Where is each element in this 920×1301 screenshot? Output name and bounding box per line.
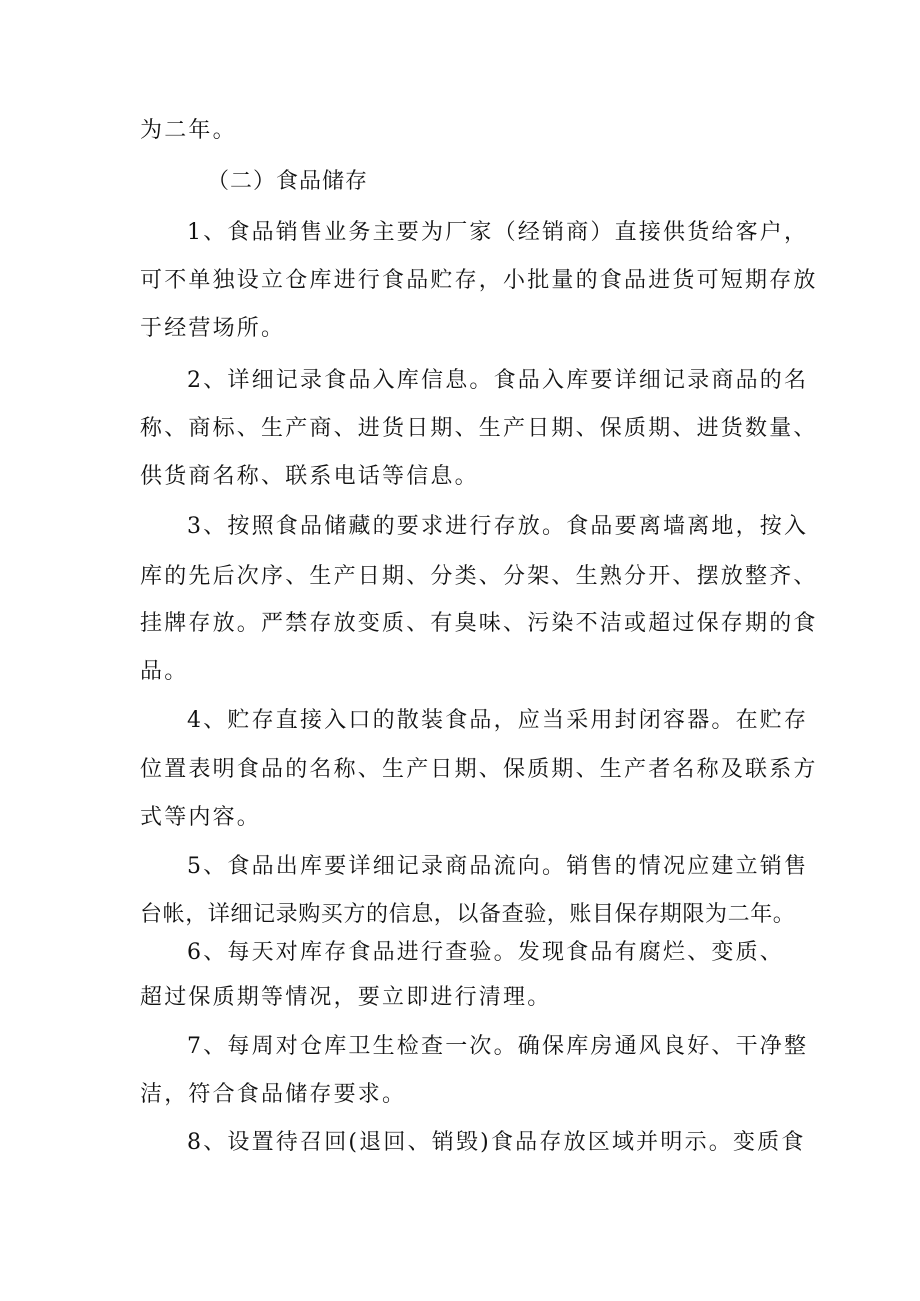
paragraph-line: 库的先后次序、生产日期、分类、分架、生熟分开、摆放整齐、 xyxy=(140,564,818,589)
paragraph-line: 品。 xyxy=(140,659,189,684)
paragraph-line: 1、食品销售业务主要为厂家（经销商）直接供货给客户， xyxy=(187,220,809,245)
paragraph-line: 台帐，详细记录购买方的信息，以备查验，账目保存期限为二年。 xyxy=(140,902,796,927)
paragraph-line: 洁，符合食品储存要求。 xyxy=(140,1082,407,1107)
paragraph-line: 称、商标、生产商、进货日期、生产日期、保质期、进货数量、 xyxy=(140,416,818,441)
paragraph-line: 3、按照食品储藏的要求进行存放。食品要离墙离地，按入 xyxy=(187,514,809,539)
paragraph-line: 于经营场所。 xyxy=(140,316,286,341)
paragraph-line: 式等内容。 xyxy=(140,805,262,830)
section-heading: （二）食品储存 xyxy=(207,169,369,194)
continuation-text: 为二年。 xyxy=(140,118,237,143)
paragraph-line: 2、详细记录食品入库信息。食品入库要详细记录商品的名 xyxy=(187,368,809,393)
paragraph-line: 4、贮存直接入口的散装食品，应当采用封闭容器。在贮存 xyxy=(187,708,809,733)
paragraph-line: 供货商名称、联系电话等信息。 xyxy=(140,464,479,489)
paragraph-line: 7、每周对仓库卫生检查一次。确保库房通风良好、干净整 xyxy=(187,1034,809,1059)
paragraph-line: 可不单独设立仓库进行食品贮存，小批量的食品进货可短期存放 xyxy=(140,268,818,293)
paragraph-line: 挂牌存放。严禁存放变质、有臭味、污染不洁或超过保存期的食 xyxy=(140,611,818,636)
paragraph-line: 位置表明食品的名称、生产日期、保质期、生产者名称及联系方 xyxy=(140,757,818,782)
paragraph-line: 8、设置待召回(退回、销毁)食品存放区域并明示。变质食 xyxy=(187,1130,806,1155)
paragraph-line: 6、每天对库存食品进行查验。发现食品有腐烂、变质、 xyxy=(187,940,784,965)
paragraph-line: 超过保质期等情况，要立即进行清理。 xyxy=(140,985,552,1010)
paragraph-line: 5、食品出库要详细记录商品流向。销售的情况应建立销售 xyxy=(187,854,809,879)
